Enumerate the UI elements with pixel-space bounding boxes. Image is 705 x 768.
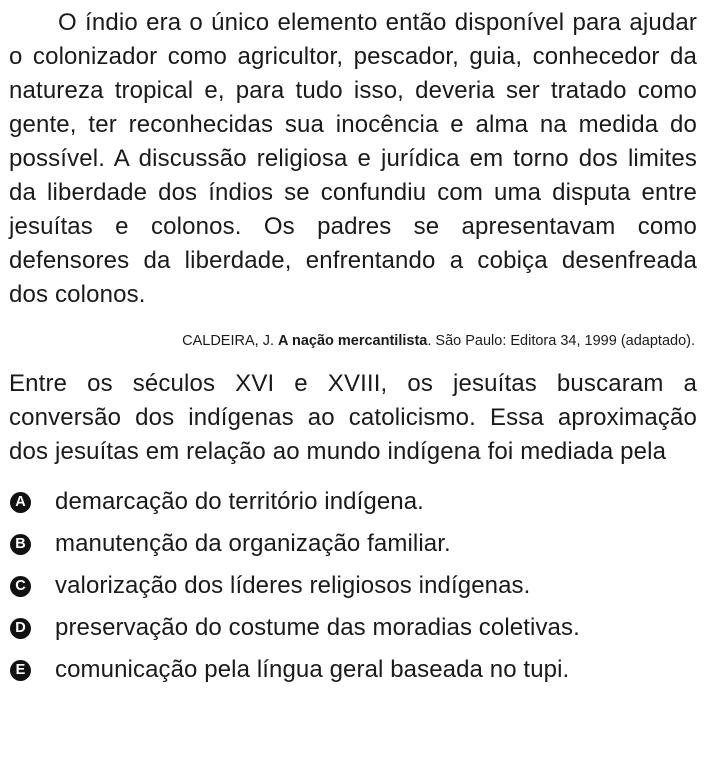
option-c-badge: C [10, 576, 31, 597]
option-c[interactable] [9, 565, 697, 607]
option-e-badge: E [10, 660, 31, 681]
citation [9, 332, 695, 350]
option-b[interactable] [9, 523, 697, 565]
option-c-text: valorização dos líderes religiosos indígenas. [55, 572, 531, 599]
option-a[interactable] [9, 481, 697, 523]
option-b-text: manutenção da organização familiar. [55, 530, 451, 557]
option-d-text: preservação do costume das moradias coletivas. [55, 614, 580, 641]
option-e[interactable] [9, 649, 697, 691]
option-b-badge: B [10, 534, 31, 555]
citation-details: . São Paulo: Editora 34, 1999 (adaptado). [427, 333, 695, 349]
citation-title: A nação mercantilista [278, 333, 428, 349]
question-text: Entre os séculos XVI e XVIII, os jesuítas buscaram a conversão dos indígenas ao catolicismo. Essa aproximação dos jesuítas em relação ao mundo indígena foi mediada pela [9, 370, 697, 465]
passage-text: O índio era o único elemento então disponível para ajudar o colonizador como agricultor, pescador, guia, conhecedor da natureza tropical e, para tudo isso, deveria ser tratado como gente, ter reconhecidas sua inocência e alma na medida do possível. A discussão religiosa e jurídica em torno dos limites da liberdade dos índios se confundiu com uma disputa entre jesuítas e colonos. Os padres se apresentavam como defensores da liberdade, enfrentando a cobiça desenfreada dos colonos. [9, 9, 697, 308]
option-a-badge: A [10, 492, 31, 513]
option-e-text: comunicação pela língua geral baseada no tupi. [55, 656, 570, 683]
answer-options [9, 481, 697, 691]
option-a-text: demarcação do território indígena. [55, 488, 424, 515]
option-d-badge: D [10, 618, 31, 639]
option-d[interactable] [9, 607, 697, 649]
citation-author: CALDEIRA, J. [182, 333, 274, 349]
